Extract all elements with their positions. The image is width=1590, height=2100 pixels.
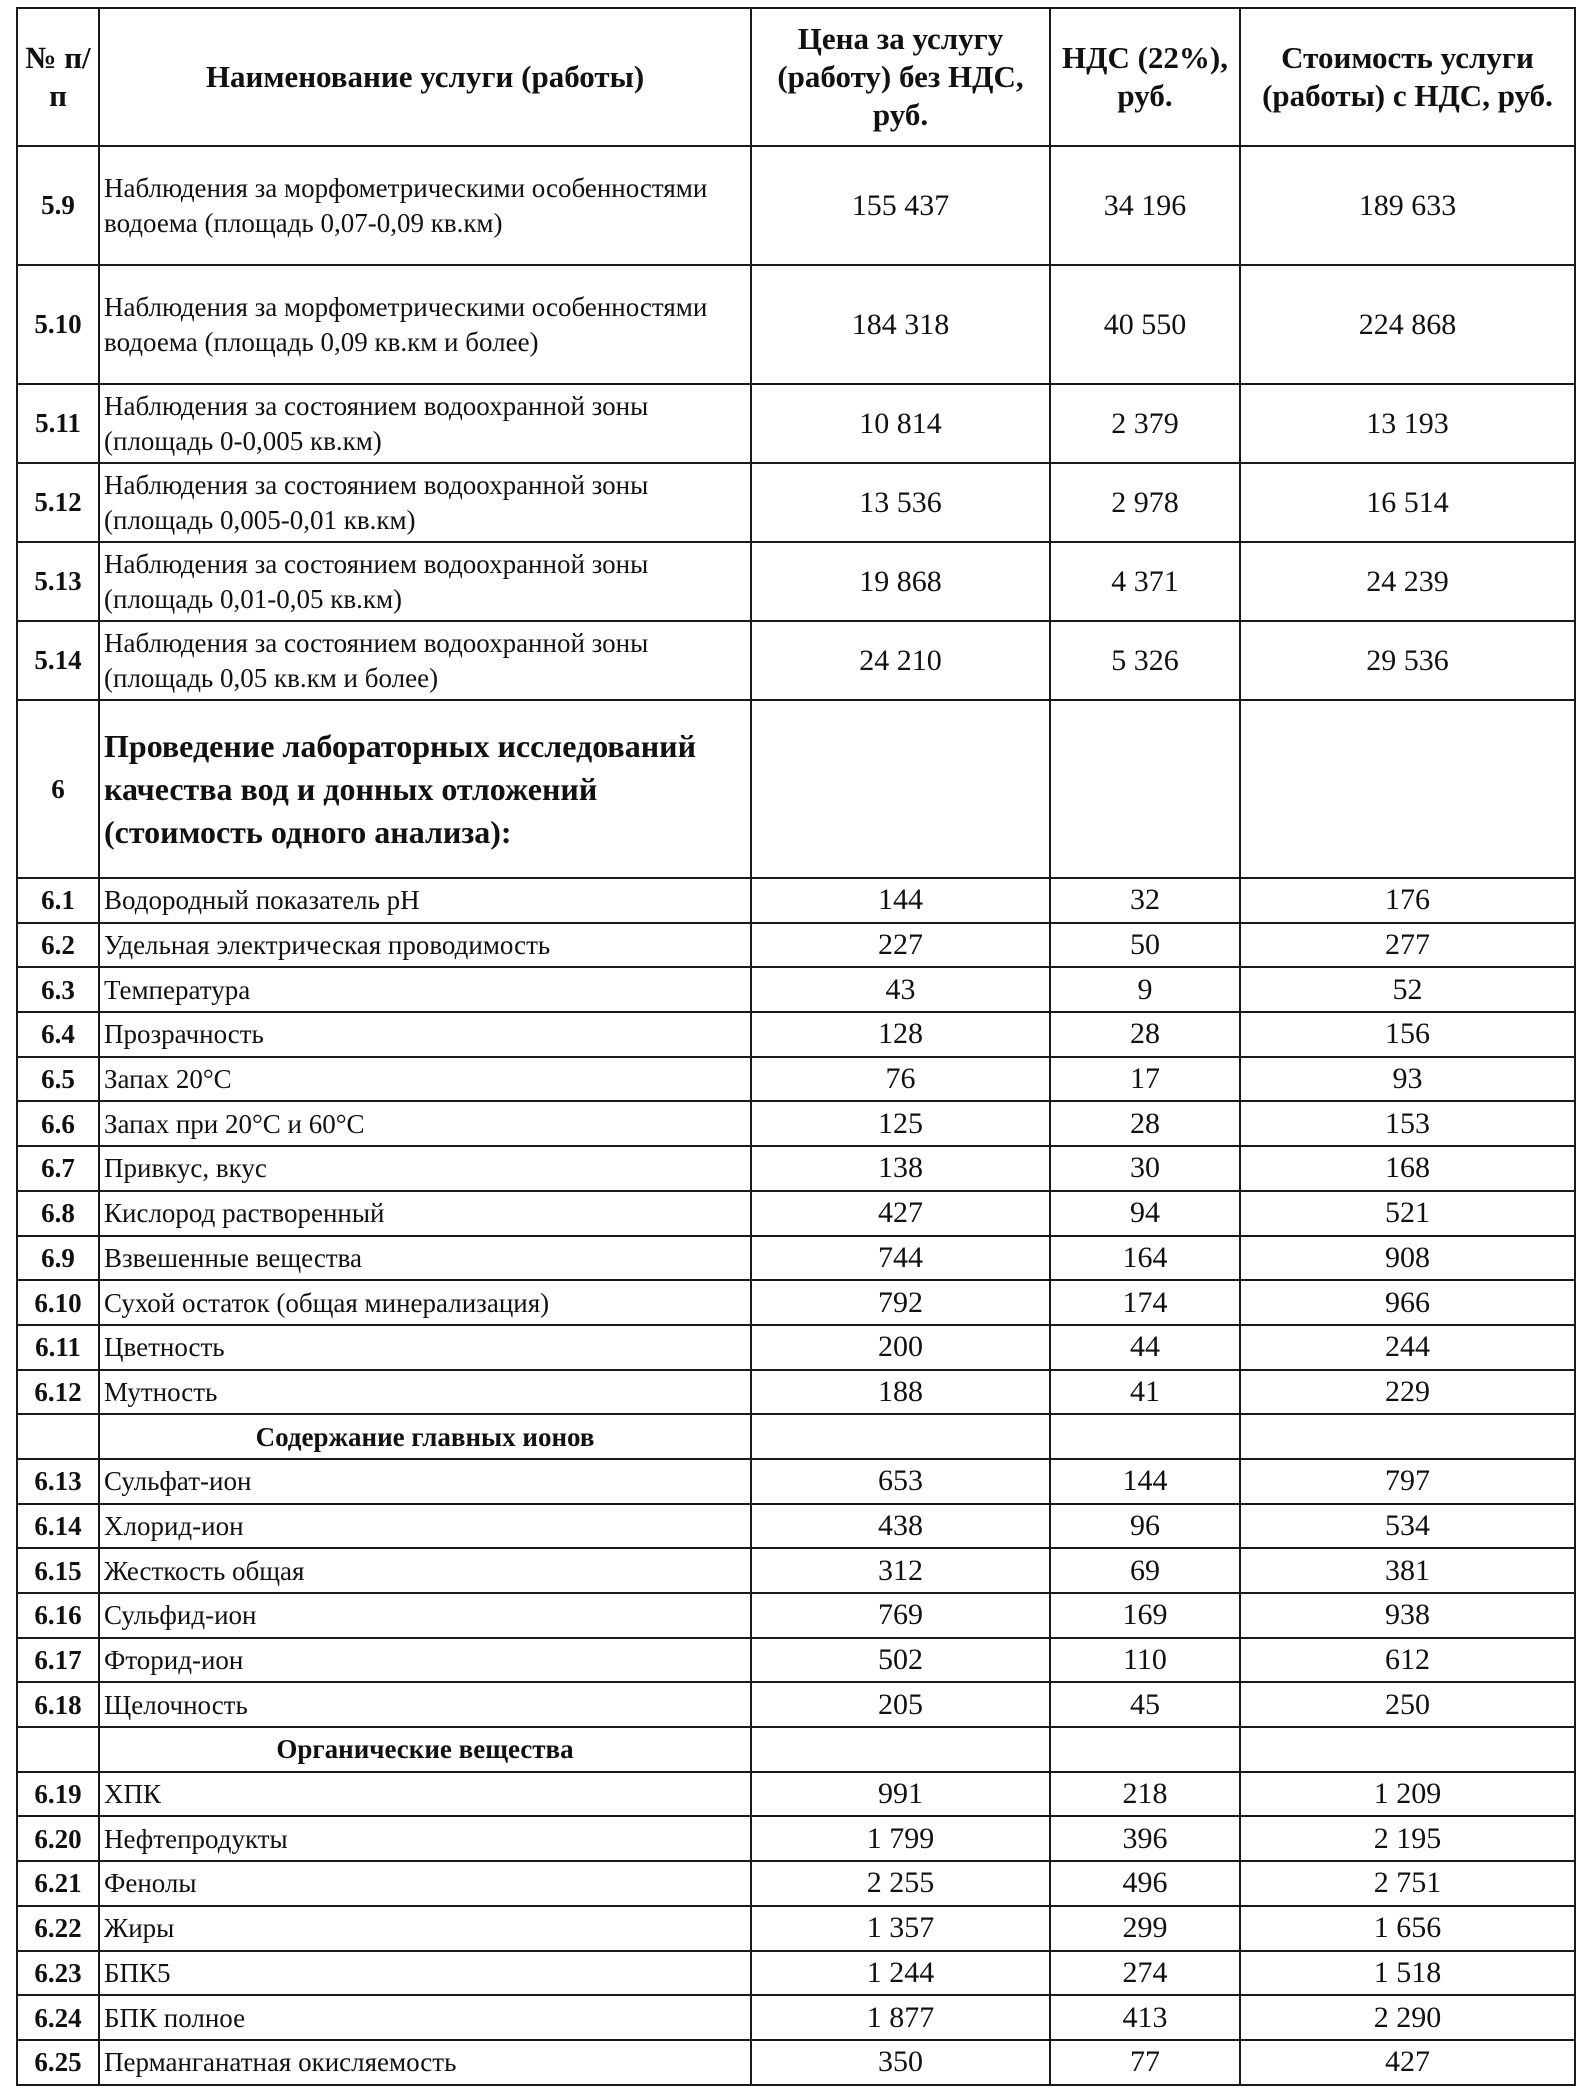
row-number: 5.12 xyxy=(17,463,99,542)
total-cell: 612 xyxy=(1240,1638,1575,1683)
price-cell: 227 xyxy=(751,923,1050,968)
vat-cell: 169 xyxy=(1050,1593,1240,1638)
service-name: Перманганатная окисляемость xyxy=(99,2040,751,2085)
row-number: 6.20 xyxy=(17,1816,99,1861)
vat-cell: 94 xyxy=(1050,1191,1240,1236)
price-cell: 155 437 xyxy=(751,146,1050,265)
price-cell: 769 xyxy=(751,1593,1050,1638)
service-name: Запах 20°С xyxy=(99,1057,751,1102)
vat-cell: 2 379 xyxy=(1050,384,1240,463)
total-cell: 176 xyxy=(1240,878,1575,923)
table-row xyxy=(17,1638,1575,1683)
price-cell: 1 357 xyxy=(751,1906,1050,1951)
vat-cell: 496 xyxy=(1050,1861,1240,1906)
price-cell: 24 210 xyxy=(751,621,1050,700)
price-cell: 1 877 xyxy=(751,1995,1050,2040)
table-row xyxy=(17,923,1575,968)
total-cell: 2 751 xyxy=(1240,1861,1575,1906)
price-cell: 792 xyxy=(751,1280,1050,1325)
service-name: Водородный показатель рН xyxy=(99,878,751,923)
service-name: Запах при 20°С и 60°С xyxy=(99,1101,751,1146)
row-number: 6.3 xyxy=(17,967,99,1012)
row-number xyxy=(17,1727,99,1772)
service-name: Наблюдения за состоянием водоохранной зоны (площадь 0,005-0,01 кв.км) xyxy=(99,463,751,542)
price-cell: 1 799 xyxy=(751,1816,1050,1861)
table-row xyxy=(17,1280,1575,1325)
section-row xyxy=(17,700,1575,878)
row-number: 6.9 xyxy=(17,1236,99,1281)
row-number: 6.12 xyxy=(17,1370,99,1415)
total-cell: 1 656 xyxy=(1240,1906,1575,1951)
price-cell: 312 xyxy=(751,1548,1050,1593)
vat-cell: 45 xyxy=(1050,1682,1240,1727)
table-row xyxy=(17,2040,1575,2085)
total-cell: 797 xyxy=(1240,1459,1575,1504)
table-row xyxy=(17,1370,1575,1415)
table-row xyxy=(17,1057,1575,1102)
service-name: Фенолы xyxy=(99,1861,751,1906)
price-cell: 653 xyxy=(751,1459,1050,1504)
row-number: 6.21 xyxy=(17,1861,99,1906)
total-cell: 381 xyxy=(1240,1548,1575,1593)
header-vat: НДС (22%), руб. xyxy=(1050,8,1240,146)
vat-cell: 4 371 xyxy=(1050,542,1240,621)
price-cell: 744 xyxy=(751,1236,1050,1281)
table-row xyxy=(17,1459,1575,1504)
price-cell: 2 255 xyxy=(751,1861,1050,1906)
vat-cell: 274 xyxy=(1050,1951,1240,1996)
total-cell: 908 xyxy=(1240,1236,1575,1281)
service-name: Наблюдения за состоянием водоохранной зоны (площадь 0,05 кв.км и более) xyxy=(99,621,751,700)
table-row xyxy=(17,1504,1575,1549)
row-number: 6.8 xyxy=(17,1191,99,1236)
vat-cell: 32 xyxy=(1050,878,1240,923)
table-row xyxy=(17,967,1575,1012)
table-row xyxy=(17,463,1575,542)
total-cell: 189 633 xyxy=(1240,146,1575,265)
service-name: Сухой остаток (общая минерализация) xyxy=(99,1280,751,1325)
table-row xyxy=(17,1951,1575,1996)
total-cell: 534 xyxy=(1240,1504,1575,1549)
vat-cell: 164 xyxy=(1050,1236,1240,1281)
vat-cell: 9 xyxy=(1050,967,1240,1012)
total-cell: 938 xyxy=(1240,1593,1575,1638)
service-name: Наблюдения за состоянием водоохранной зоны (площадь 0,01-0,05 кв.км) xyxy=(99,542,751,621)
vat-cell: 299 xyxy=(1050,1906,1240,1951)
total-cell xyxy=(1240,700,1575,878)
service-name: Наблюдения за морфометрическими особенностями водоема (площадь 0,09 кв.км и более) xyxy=(99,265,751,384)
table-row xyxy=(17,1146,1575,1191)
total-cell: 1 518 xyxy=(1240,1951,1575,1996)
price-cell xyxy=(751,1727,1050,1772)
row-number: 6.17 xyxy=(17,1638,99,1683)
service-name: Наблюдения за морфометрическими особенностями водоема (площадь 0,07-0,09 кв.км) xyxy=(99,146,751,265)
row-number: 5.13 xyxy=(17,542,99,621)
row-number: 5.14 xyxy=(17,621,99,700)
price-cell: 43 xyxy=(751,967,1050,1012)
price-cell: 427 xyxy=(751,1191,1050,1236)
header-price-without-vat: Цена за услугу (работу) без НДС, руб. xyxy=(751,8,1050,146)
vat-cell: 44 xyxy=(1050,1325,1240,1370)
price-cell: 184 318 xyxy=(751,265,1050,384)
total-cell: 153 xyxy=(1240,1101,1575,1146)
price-cell: 1 244 xyxy=(751,1951,1050,1996)
row-number: 6.1 xyxy=(17,878,99,923)
table-row xyxy=(17,1325,1575,1370)
service-name: Жесткость общая xyxy=(99,1548,751,1593)
vat-cell: 77 xyxy=(1050,2040,1240,2085)
table-row xyxy=(17,1191,1575,1236)
service-name: Температура xyxy=(99,967,751,1012)
table-row xyxy=(17,1906,1575,1951)
table-row xyxy=(17,1236,1575,1281)
price-cell: 19 868 xyxy=(751,542,1050,621)
header-number: № п/п xyxy=(17,8,99,146)
row-number: 6.7 xyxy=(17,1146,99,1191)
row-number: 6.11 xyxy=(17,1325,99,1370)
total-cell: 244 xyxy=(1240,1325,1575,1370)
vat-cell: 174 xyxy=(1050,1280,1240,1325)
table-row xyxy=(17,265,1575,384)
price-cell: 502 xyxy=(751,1638,1050,1683)
vat-cell: 40 550 xyxy=(1050,265,1240,384)
subheader-row xyxy=(17,1414,1575,1459)
row-number: 6.2 xyxy=(17,923,99,968)
service-name: Сульфид-ион xyxy=(99,1593,751,1638)
service-name: Привкус, вкус xyxy=(99,1146,751,1191)
price-cell xyxy=(751,1414,1050,1459)
service-name: ХПК xyxy=(99,1772,751,1817)
service-name: Сульфат-ион xyxy=(99,1459,751,1504)
total-cell: 224 868 xyxy=(1240,265,1575,384)
total-cell: 229 xyxy=(1240,1370,1575,1415)
service-name: Щелочность xyxy=(99,1682,751,1727)
row-number: 6.18 xyxy=(17,1682,99,1727)
row-number: 6.23 xyxy=(17,1951,99,1996)
price-cell: 188 xyxy=(751,1370,1050,1415)
service-name: Хлорид-ион xyxy=(99,1504,751,1549)
total-cell: 2 290 xyxy=(1240,1995,1575,2040)
row-number: 5.9 xyxy=(17,146,99,265)
total-cell: 168 xyxy=(1240,1146,1575,1191)
subheader-row xyxy=(17,1727,1575,1772)
price-cell: 438 xyxy=(751,1504,1050,1549)
service-name: Взвешенные вещества xyxy=(99,1236,751,1281)
vat-cell: 96 xyxy=(1050,1504,1240,1549)
row-number: 6.6 xyxy=(17,1101,99,1146)
vat-cell: 17 xyxy=(1050,1057,1240,1102)
service-name: БПК5 xyxy=(99,1951,751,1996)
vat-cell: 5 326 xyxy=(1050,621,1240,700)
vat-cell xyxy=(1050,700,1240,878)
subheader-title: Органические вещества xyxy=(99,1727,751,1772)
header-service-name: Наименование услуги (работы) xyxy=(99,8,751,146)
vat-cell: 69 xyxy=(1050,1548,1240,1593)
total-cell: 29 536 xyxy=(1240,621,1575,700)
total-cell xyxy=(1240,1727,1575,1772)
row-number: 6.19 xyxy=(17,1772,99,1817)
table-row xyxy=(17,1012,1575,1057)
total-cell: 277 xyxy=(1240,923,1575,968)
table-row xyxy=(17,1995,1575,2040)
table-row xyxy=(17,1816,1575,1861)
vat-cell: 30 xyxy=(1050,1146,1240,1191)
row-number: 6.4 xyxy=(17,1012,99,1057)
subheader-title: Содержание главных ионов xyxy=(99,1414,751,1459)
vat-cell: 28 xyxy=(1050,1012,1240,1057)
price-cell: 76 xyxy=(751,1057,1050,1102)
service-name: Жиры xyxy=(99,1906,751,1951)
price-cell: 128 xyxy=(751,1012,1050,1057)
price-cell: 205 xyxy=(751,1682,1050,1727)
table-row xyxy=(17,621,1575,700)
vat-cell: 34 196 xyxy=(1050,146,1240,265)
total-cell xyxy=(1240,1414,1575,1459)
table-row xyxy=(17,1593,1575,1638)
price-cell xyxy=(751,700,1050,878)
vat-cell: 110 xyxy=(1050,1638,1240,1683)
row-number: 6.10 xyxy=(17,1280,99,1325)
service-name: Цветность xyxy=(99,1325,751,1370)
price-cell: 10 814 xyxy=(751,384,1050,463)
table-row xyxy=(17,146,1575,265)
service-name: БПК полное xyxy=(99,1995,751,2040)
price-cell: 144 xyxy=(751,878,1050,923)
price-cell: 200 xyxy=(751,1325,1050,1370)
price-cell: 138 xyxy=(751,1146,1050,1191)
total-cell: 52 xyxy=(1240,967,1575,1012)
service-name: Кислород растворенный xyxy=(99,1191,751,1236)
service-name: Прозрачность xyxy=(99,1012,751,1057)
service-name: Удельная электрическая проводимость xyxy=(99,923,751,968)
table-row xyxy=(17,542,1575,621)
table-row xyxy=(17,1772,1575,1817)
table-row xyxy=(17,1548,1575,1593)
table-row xyxy=(17,1861,1575,1906)
total-cell: 93 xyxy=(1240,1057,1575,1102)
vat-cell: 396 xyxy=(1050,1816,1240,1861)
row-number: 5.10 xyxy=(17,265,99,384)
total-cell: 427 xyxy=(1240,2040,1575,2085)
price-cell: 125 xyxy=(751,1101,1050,1146)
service-name: Мутность xyxy=(99,1370,751,1415)
vat-cell: 144 xyxy=(1050,1459,1240,1504)
header-total-with-vat: Стоимость услуги (работы) с НДС, руб. xyxy=(1240,8,1575,146)
table-header-row xyxy=(17,8,1575,146)
row-number: 6.13 xyxy=(17,1459,99,1504)
total-cell: 250 xyxy=(1240,1682,1575,1727)
table-body xyxy=(17,146,1575,2085)
total-cell: 156 xyxy=(1240,1012,1575,1057)
price-table xyxy=(16,7,1576,2086)
total-cell: 2 195 xyxy=(1240,1816,1575,1861)
row-number: 6.5 xyxy=(17,1057,99,1102)
table-row xyxy=(17,1101,1575,1146)
vat-cell xyxy=(1050,1414,1240,1459)
total-cell: 13 193 xyxy=(1240,384,1575,463)
row-number: 6.14 xyxy=(17,1504,99,1549)
vat-cell: 28 xyxy=(1050,1101,1240,1146)
vat-cell: 413 xyxy=(1050,1995,1240,2040)
section-title: Проведение лабораторных исследований качества вод и донных отложений (стоимость одного анализа): xyxy=(99,700,751,878)
price-cell: 991 xyxy=(751,1772,1050,1817)
row-number: 6.25 xyxy=(17,2040,99,2085)
total-cell: 24 239 xyxy=(1240,542,1575,621)
service-name: Нефтепродукты xyxy=(99,1816,751,1861)
row-number: 6 xyxy=(17,700,99,878)
total-cell: 16 514 xyxy=(1240,463,1575,542)
row-number: 6.24 xyxy=(17,1995,99,2040)
row-number: 6.15 xyxy=(17,1548,99,1593)
price-cell: 13 536 xyxy=(751,463,1050,542)
total-cell: 1 209 xyxy=(1240,1772,1575,1817)
vat-cell: 218 xyxy=(1050,1772,1240,1817)
row-number: 6.16 xyxy=(17,1593,99,1638)
table-row xyxy=(17,384,1575,463)
vat-cell: 50 xyxy=(1050,923,1240,968)
price-cell: 350 xyxy=(751,2040,1050,2085)
row-number: 5.11 xyxy=(17,384,99,463)
total-cell: 966 xyxy=(1240,1280,1575,1325)
vat-cell: 41 xyxy=(1050,1370,1240,1415)
service-name: Наблюдения за состоянием водоохранной зоны (площадь 0-0,005 кв.км) xyxy=(99,384,751,463)
total-cell: 521 xyxy=(1240,1191,1575,1236)
service-name: Фторид-ион xyxy=(99,1638,751,1683)
vat-cell xyxy=(1050,1727,1240,1772)
table-row xyxy=(17,878,1575,923)
table-row xyxy=(17,1682,1575,1727)
row-number: 6.22 xyxy=(17,1906,99,1951)
vat-cell: 2 978 xyxy=(1050,463,1240,542)
row-number xyxy=(17,1414,99,1459)
